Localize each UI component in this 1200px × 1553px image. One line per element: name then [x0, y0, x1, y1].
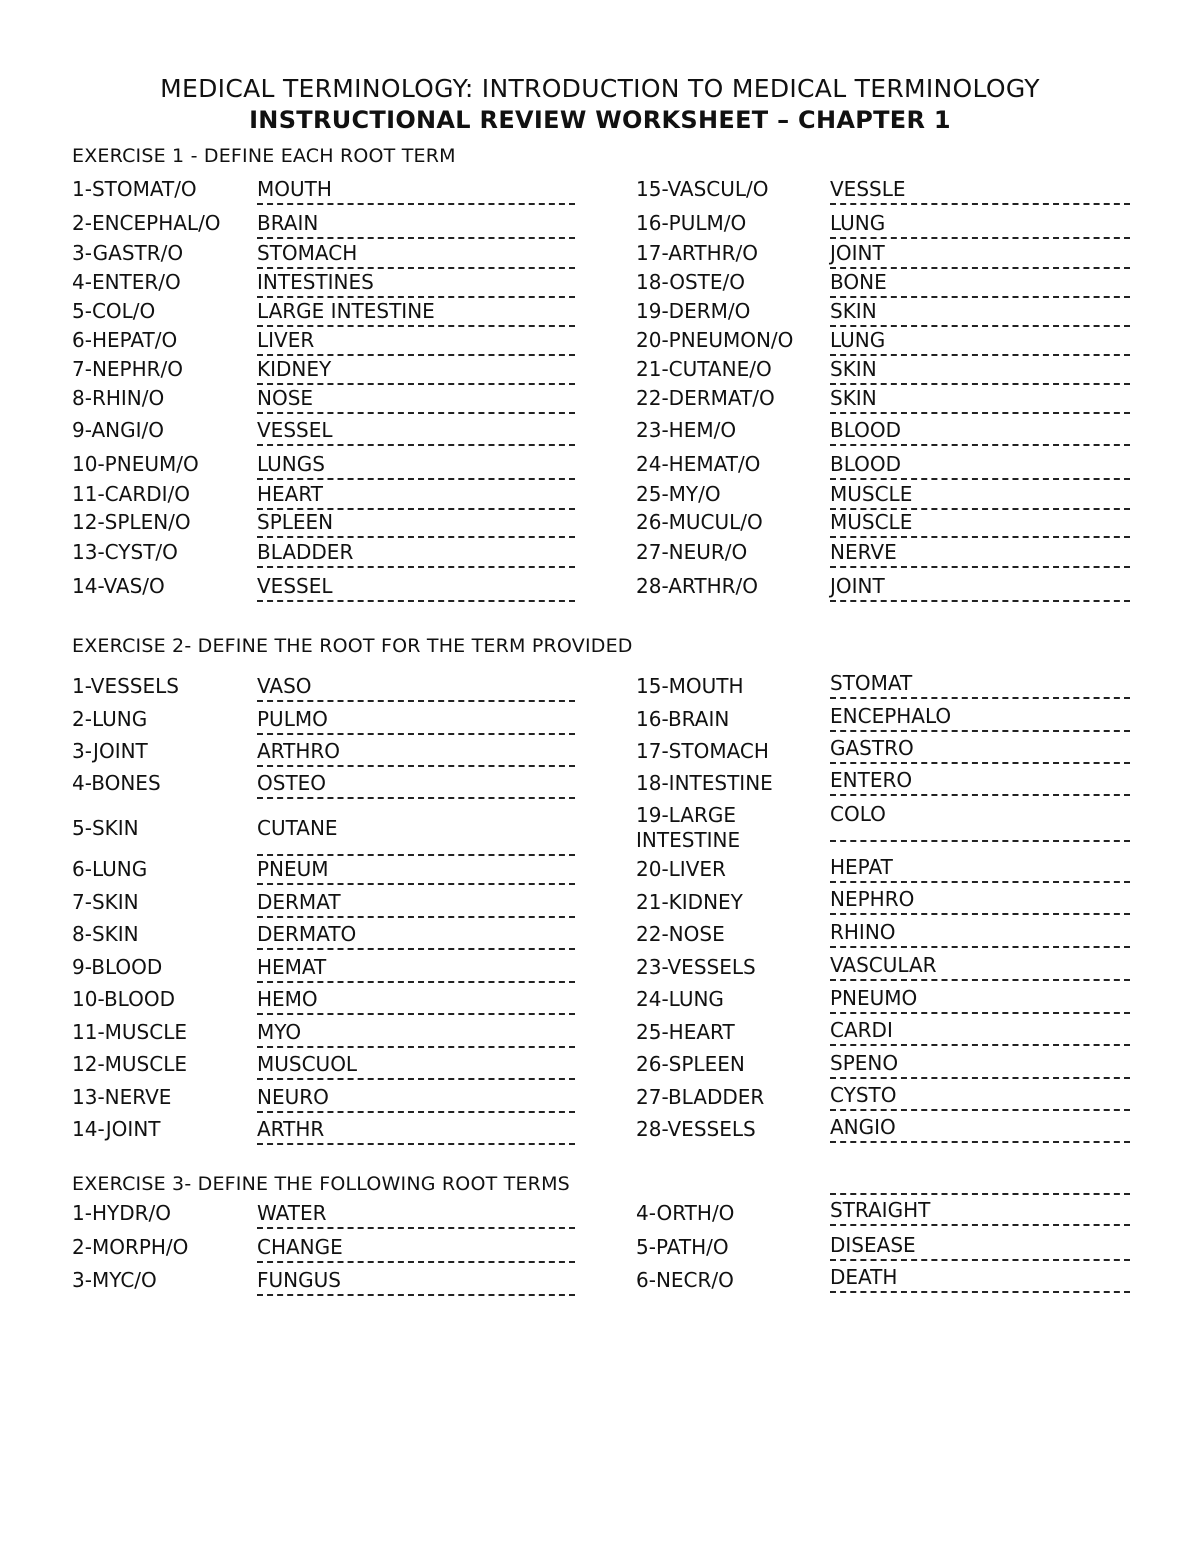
exercise2-term: 28-VESSELS [636, 1117, 756, 1141]
exercise1-answer-field[interactable]: HEART [257, 482, 575, 510]
exercise2-term: 14-JOINT [72, 1117, 161, 1141]
exercise1-answer-field[interactable]: VESSEL [257, 574, 575, 602]
exercise1-term: 22-DERMAT/O [636, 386, 775, 410]
exercise2-term: 8-SKIN [72, 922, 139, 946]
exercise1-term: 15-VASCUL/O [636, 177, 769, 201]
exercise3-answer-field[interactable]: FUNGUS [257, 1268, 575, 1296]
exercise2-answer-field[interactable]: COLO [830, 802, 1130, 842]
exercise2-term: 26-SPLEEN [636, 1052, 745, 1076]
exercise2-answer-field[interactable]: STOMAT [830, 671, 1130, 699]
exercise2-term: 23-VESSELS [636, 955, 756, 979]
exercise1-answer-field[interactable]: BLOOD [830, 452, 1130, 480]
exercise1-answer-field[interactable]: BLOOD [830, 418, 1130, 446]
exercise1-answer-field[interactable]: MUSCLE [830, 482, 1130, 510]
worksheet-title-line1: MEDICAL TERMINOLOGY: INTRODUCTION TO MEDICAL TERMINOLOGY [160, 74, 1040, 103]
exercise2-answer-field[interactable]: ENCEPHALO [830, 704, 1130, 732]
exercise2-answer-field[interactable]: DERMATO [257, 922, 575, 950]
exercise2-term: 6-LUNG [72, 857, 148, 881]
exercise2-term: 27-BLADDER [636, 1085, 765, 1109]
exercise1-answer-field[interactable]: NERVE [830, 540, 1130, 568]
exercise2-answer-field[interactable]: RHINO [830, 920, 1130, 948]
exercise1-term: 8-RHIN/O [72, 386, 165, 410]
exercise1-answer-field[interactable]: MOUTH [257, 177, 575, 205]
exercise2-answer-field[interactable]: PNEUM [257, 857, 575, 885]
exercise2-answer-field[interactable]: VASCULAR [830, 953, 1130, 981]
exercise1-term: 23-HEM/O [636, 418, 737, 442]
exercise1-answer-field[interactable]: NOSE [257, 386, 575, 414]
exercise1-answer-field[interactable]: LUNG [830, 211, 1130, 239]
exercise2-answer-field[interactable]: HEMAT [257, 955, 575, 983]
exercise2-answer-field[interactable]: ANGIO [830, 1115, 1130, 1143]
exercise2-answer-field[interactable]: DERMAT [257, 890, 575, 918]
exercise2-answer-field[interactable]: CARDI [830, 1018, 1130, 1046]
exercise3-term: 1-HYDR/O [72, 1201, 171, 1225]
exercise1-answer-field[interactable]: VESSLE [830, 177, 1130, 205]
exercise1-term: 4-ENTER/O [72, 270, 181, 294]
exercise1-term: 25-MY/O [636, 482, 721, 506]
exercise1-term: 24-HEMAT/O [636, 452, 761, 476]
exercise1-term: 10-PNEUM/O [72, 452, 199, 476]
exercise2-heading: EXERCISE 2- DEFINE THE ROOT FOR THE TERM PROVIDED [72, 635, 633, 657]
exercise1-answer-field[interactable]: JOINT [830, 241, 1130, 269]
exercise1-answer-field[interactable]: KIDNEY [257, 357, 575, 385]
exercise2-term: 5-SKIN [72, 816, 139, 840]
exercise2-term: 11-MUSCLE [72, 1020, 187, 1044]
exercise2-term: 12-MUSCLE [72, 1052, 187, 1076]
exercise3-term: 3-MYC/O [72, 1268, 157, 1292]
exercise1-answer-field[interactable]: LUNGS [257, 452, 575, 480]
exercise3-term: 4-ORTH/O [636, 1201, 735, 1225]
exercise2-answer-field[interactable]: ARTHRO [257, 739, 575, 767]
exercise2-answer-field[interactable]: VASO [257, 674, 575, 702]
exercise2-term: 7-SKIN [72, 890, 139, 914]
exercise1-answer-field[interactable]: INTESTINES [257, 270, 575, 298]
exercise3-term: 6-NECR/O [636, 1268, 734, 1292]
exercise2-answer-field[interactable]: PNEUMO [830, 986, 1130, 1014]
exercise1-term: 6-HEPAT/O [72, 328, 178, 352]
exercise1-term: 9-ANGI/O [72, 418, 165, 442]
exercise2-term: 9-BLOOD [72, 955, 163, 979]
exercise3-answer-field[interactable]: DEATH [830, 1265, 1130, 1293]
exercise1-term: 28-ARTHR/O [636, 574, 758, 598]
exercise1-answer-field[interactable]: SKIN [830, 386, 1130, 414]
exercise2-answer-field[interactable]: MYO [257, 1020, 575, 1048]
exercise2-term: 17-STOMACH [636, 739, 769, 763]
worksheet-title-line2: INSTRUCTIONAL REVIEW WORKSHEET – CHAPTER 1 [249, 106, 951, 134]
exercise2-answer-field[interactable]: OSTEO [257, 771, 575, 799]
exercise2-answer-field[interactable]: NEPHRO [830, 887, 1130, 915]
exercise2-term: 22-NOSE [636, 922, 725, 946]
exercise2-answer-field[interactable]: MUSCUOL [257, 1052, 575, 1080]
exercise1-answer-field[interactable]: SPLEEN [257, 510, 575, 538]
exercise2-answer-field[interactable]: PULMO [257, 707, 575, 735]
exercise1-answer-field[interactable]: VESSEL [257, 418, 575, 446]
exercise1-heading: EXERCISE 1 - DEFINE EACH ROOT TERM [72, 145, 456, 167]
exercise1-term: 14-VAS/O [72, 574, 165, 598]
exercise1-term: 19-DERM/O [636, 299, 751, 323]
exercise1-term: 18-OSTE/O [636, 270, 745, 294]
exercise1-answer-field[interactable]: SKIN [830, 357, 1130, 385]
exercise2-answer-field[interactable]: SPENO [830, 1051, 1130, 1079]
exercise2-term: 24-LUNG [636, 987, 724, 1011]
exercise1-term: 3-GASTR/O [72, 241, 184, 265]
exercise1-term: 13-CYST/O [72, 540, 178, 564]
exercise2-answer-field[interactable]: CUTANE [257, 816, 575, 856]
exercise3-answer-field[interactable]: DISEASE [830, 1233, 1130, 1261]
exercise2-term: 10-BLOOD [72, 987, 175, 1011]
exercise2-term: 2-LUNG [72, 707, 148, 731]
exercise2-answer-field[interactable]: CYSTO [830, 1083, 1130, 1111]
exercise2-answer-field[interactable]: NEURO [257, 1085, 575, 1113]
exercise2-term: 16-BRAIN [636, 707, 730, 731]
exercise1-answer-field[interactable]: BRAIN [257, 211, 575, 239]
exercise1-answer-field[interactable]: STOMACH [257, 241, 575, 269]
exercise2-term: 4-BONES [72, 771, 161, 795]
exercise1-term: 17-ARTHR/O [636, 241, 758, 265]
exercise2-term: 13-NERVE [72, 1085, 172, 1109]
exercise1-answer-field[interactable]: LIVER [257, 328, 575, 356]
exercise2-term: 20-LIVER [636, 857, 726, 881]
exercise2-answer-field[interactable]: GASTRO [830, 736, 1130, 764]
exercise1-term: 5-COL/O [72, 299, 156, 323]
exercise1-answer-field[interactable]: LARGE INTESTINE [257, 299, 575, 327]
exercise2-answer-field[interactable]: ARTHR [257, 1117, 575, 1145]
exercise1-answer-field[interactable]: SKIN [830, 299, 1130, 327]
exercise1-term: 26-MUCUL/O [636, 510, 763, 534]
exercise3-term: 2-MORPH/O [72, 1235, 189, 1259]
exercise2-answer-field[interactable]: ENTERO [830, 768, 1130, 796]
exercise2-term: 19-LARGE INTESTINE [636, 803, 741, 852]
exercise1-term: 11-CARDI/O [72, 482, 190, 506]
exercise1-term: 21-CUTANE/O [636, 357, 772, 381]
exercise1-term: 27-NEUR/O [636, 540, 748, 564]
exercise3-term: 5-PATH/O [636, 1235, 729, 1259]
exercise1-answer-field[interactable]: BONE [830, 270, 1130, 298]
exercise3-heading: EXERCISE 3- DEFINE THE FOLLOWING ROOT TERMS [72, 1173, 570, 1195]
exercise2-term: 1-VESSELS [72, 674, 179, 698]
exercise1-answer-field[interactable]: MUSCLE [830, 510, 1130, 538]
exercise1-term: 20-PNEUMON/O [636, 328, 794, 352]
exercise2-term: 18-INTESTINE [636, 771, 773, 795]
exercise2-term: 21-KIDNEY [636, 890, 743, 914]
exercise1-term: 2-ENCEPHAL/O [72, 211, 221, 235]
exercise2-term: 25-HEART [636, 1020, 735, 1044]
exercise2-term: 3-JOINT [72, 739, 148, 763]
exercise2-term: 15-MOUTH [636, 674, 744, 698]
exercise2-answer-field[interactable]: HEPAT [830, 855, 1130, 883]
exercise1-answer-field[interactable]: LUNG [830, 328, 1130, 356]
exercise2-answer-field[interactable]: HEMO [257, 987, 575, 1015]
exercise1-answer-field[interactable]: JOINT [830, 574, 1130, 602]
exercise3-answer-field[interactable]: WATER [257, 1201, 575, 1229]
exercise1-term: 7-NEPHR/O [72, 357, 184, 381]
exercise3-extra-blank-line [830, 1193, 1130, 1195]
exercise1-term: 16-PULM/O [636, 211, 747, 235]
exercise1-term: 1-STOMAT/O [72, 177, 197, 201]
exercise1-answer-field[interactable]: BLADDER [257, 540, 575, 568]
exercise3-answer-field[interactable]: STRAIGHT [830, 1198, 1130, 1226]
exercise3-answer-field[interactable]: CHANGE [257, 1235, 575, 1263]
exercise1-term: 12-SPLEN/O [72, 510, 191, 534]
